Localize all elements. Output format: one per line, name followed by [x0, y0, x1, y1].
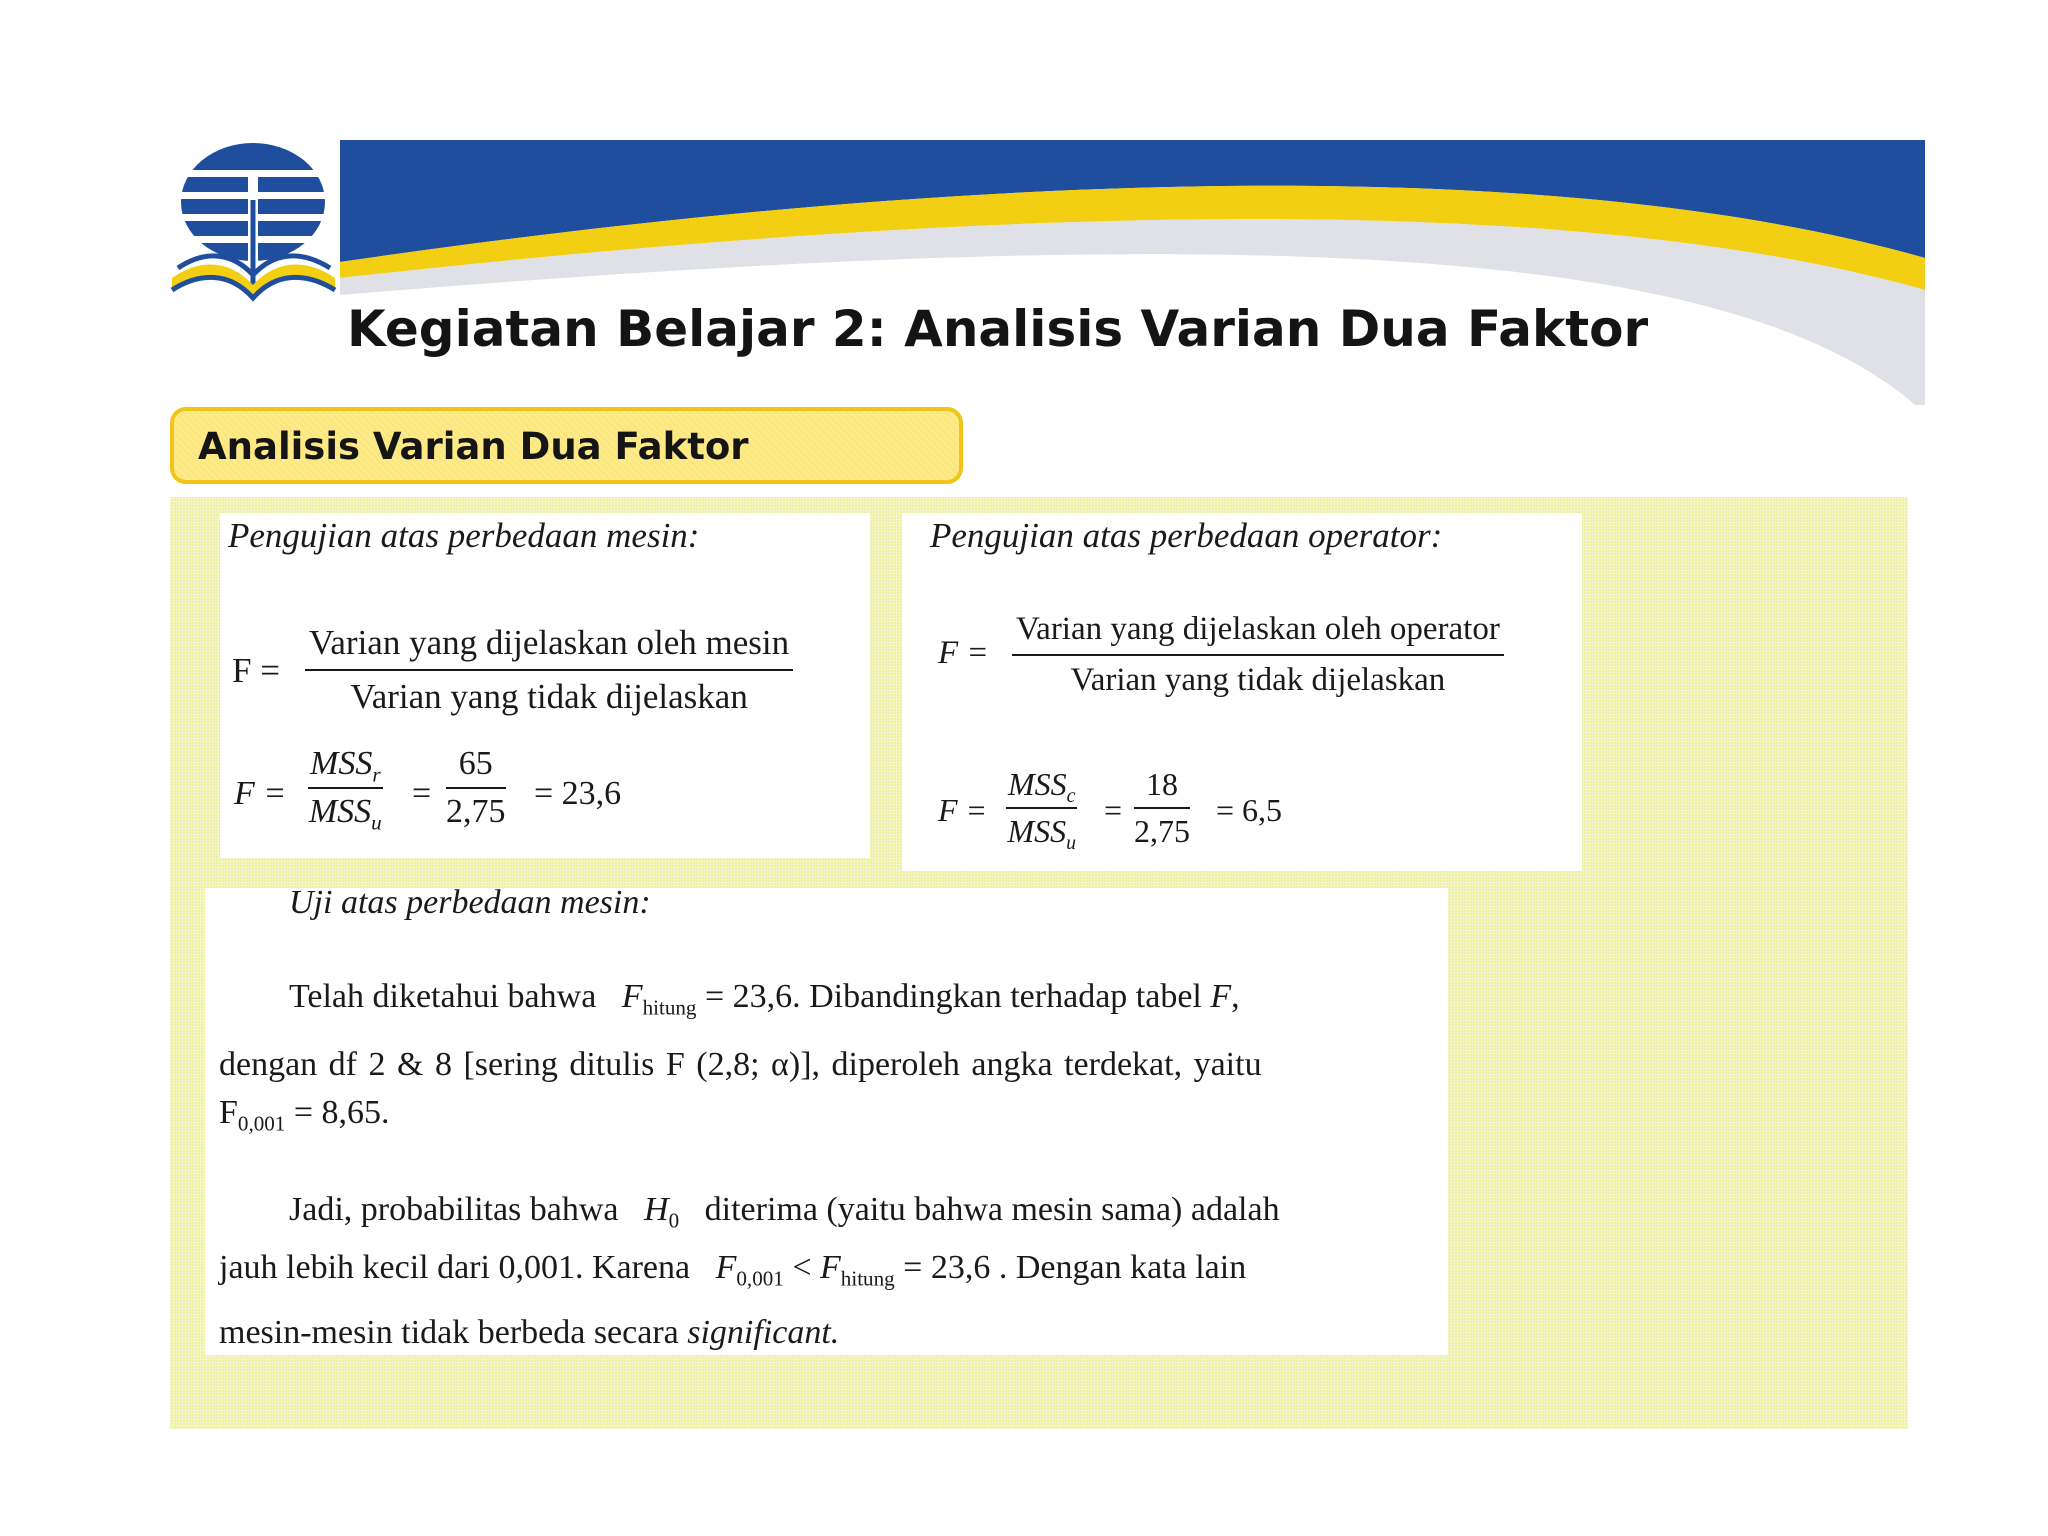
- paragraph-2-line-3: mesin-mesin tidak berbeda secara significant.: [219, 1314, 840, 1351]
- panel-test-conclusion: [205, 884, 1448, 1355]
- section-title: Analisis Varian Dua Faktor: [198, 425, 749, 468]
- fraction-numerator: Varian yang dijelaskan oleh mesin: [309, 623, 790, 662]
- fraction-denominator: Varian yang tidak dijelaskan: [350, 677, 748, 716]
- fraction-denominator: Varian yang tidak dijelaskan: [1070, 662, 1446, 698]
- fraction-numerator: Varian yang dijelaskan oleh operator: [1016, 611, 1500, 647]
- result-value: = 23,6: [534, 775, 622, 812]
- page-title: Kegiatan Belajar 2: Analisis Varian Dua Faktor: [347, 300, 1649, 358]
- paragraph-1-line-2: dengan df 2 & 8 [sering ditulis F (2,8; α)], diperoleh angka terdekat, yaitu: [219, 1046, 1262, 1083]
- mss-fraction: [1006, 766, 1077, 854]
- university-logo-icon: [170, 140, 340, 305]
- panel-heading: Pengujian atas perbedaan mesin:: [228, 516, 700, 555]
- f-label: F =: [232, 651, 280, 690]
- value-fraction: [446, 745, 506, 831]
- panel-machine-test: [220, 513, 870, 858]
- equals-sign: =: [1104, 792, 1123, 828]
- value-denominator: 2,75: [1134, 813, 1190, 849]
- mss-denominator: $MSS_u$: [1007, 813, 1077, 854]
- value-denominator: 2,75: [446, 793, 506, 830]
- calc-f-label: F =: [938, 792, 988, 828]
- value-numerator: 18: [1146, 766, 1178, 802]
- panel-operator-test: [902, 513, 1582, 871]
- paragraph-1-line-1: Telah diketahui bahwa $F_{hitung} = 23,6$. Dibandingkan terhadap tabel F,: [289, 978, 1240, 1020]
- mss-denominator: $MSS_u$: [308, 793, 382, 835]
- value-numerator: 65: [458, 745, 493, 782]
- paragraph-2-line-1: Jadi, probabilitas bahwa $H_0$ diterima (yaitu bahwa mesin sama) adalah: [289, 1191, 1280, 1233]
- paragraph-2-line-2: jauh lebih kecil dari 0,001. Karena $F_{0,001} < F_{hitung} = 23,6$ . Dengan kata lain: [219, 1249, 1247, 1291]
- f-label: F =: [938, 635, 989, 671]
- formula-fraction: [1012, 611, 1504, 699]
- mss-fraction: [308, 745, 383, 835]
- section-label-box: [170, 407, 963, 484]
- panel-heading: Uji atas perbedaan mesin:: [289, 884, 651, 921]
- result-value: = 6,5: [1216, 792, 1283, 828]
- formula-fraction: [305, 623, 793, 717]
- paragraph-1-line-3: $F_{0,001} = 8,65$.: [219, 1094, 390, 1136]
- panel-heading: Pengujian atas perbedaan operator:: [930, 516, 1443, 555]
- value-fraction: [1134, 766, 1190, 850]
- header-banner: [340, 140, 1925, 405]
- mss-numerator: $MSS_c$: [1008, 766, 1076, 807]
- calc-f-label: F =: [234, 775, 287, 812]
- mss-numerator: $MSS_r$: [310, 745, 381, 787]
- equals-sign: =: [412, 775, 432, 812]
